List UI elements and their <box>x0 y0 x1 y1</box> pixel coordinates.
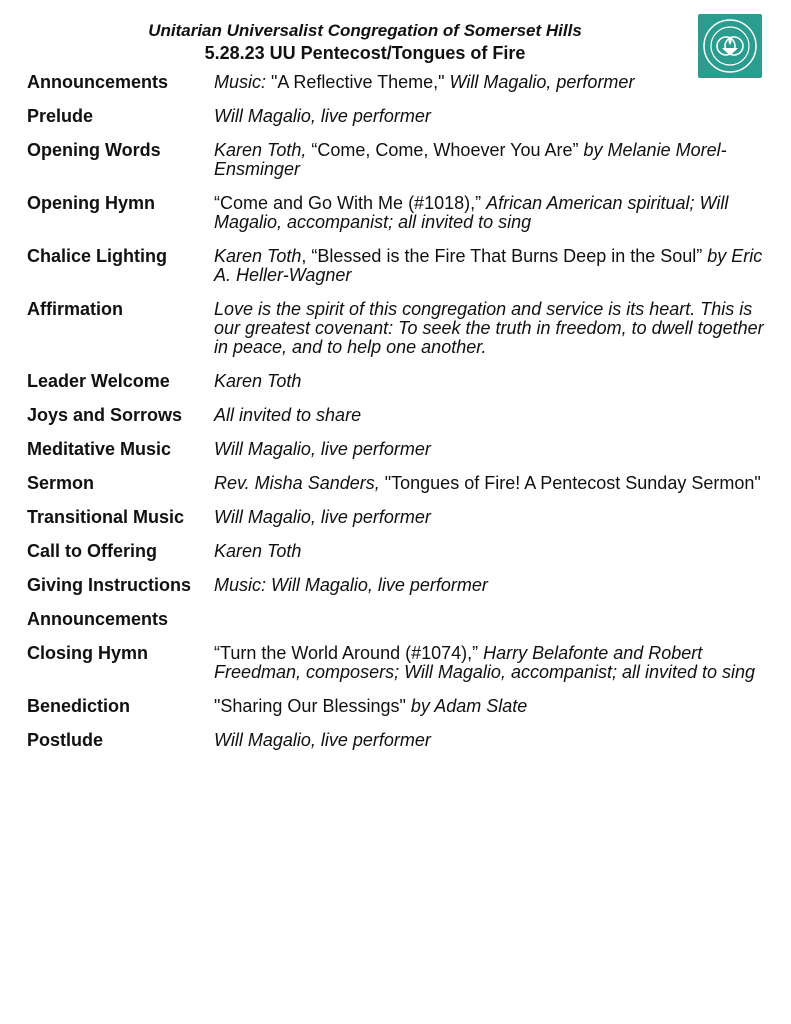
service-title: 5.28.23 UU Pentecost/Tongues of Fire <box>204 43 526 63</box>
service-part-label: Meditative Music <box>27 439 172 459</box>
detail-segment: Love is the spirit of this congregation and service is its heart. This is our greatest covenant: To seek the truth in freedom, to dwell together in peace, and to help one another. <box>214 299 764 357</box>
service-item <box>27 406 767 425</box>
detail-segment: African American spiritual; Will Magalio, accompanist; all invited to sing <box>214 193 729 232</box>
service-part-detail <box>214 697 767 716</box>
service-part-detail <box>214 474 767 493</box>
service-part-label: Opening Hymn <box>27 193 156 213</box>
service-part-detail <box>214 372 767 391</box>
detail-segment: Karen Toth <box>214 541 302 561</box>
service-part-label: Joys and Sorrows <box>27 405 183 425</box>
service-item <box>27 610 767 629</box>
service-item <box>27 474 767 493</box>
service-part-label: Benediction <box>27 696 131 716</box>
chalice-logo-icon <box>698 14 762 78</box>
detail-segment: Will Magalio, performer <box>449 72 635 92</box>
service-item <box>27 107 767 126</box>
detail-segment: Music: <box>214 72 267 92</box>
service-part-label: Opening Words <box>27 140 161 160</box>
service-part-detail <box>214 300 767 357</box>
detail-segment: Will Magalio, live performer <box>214 106 431 126</box>
detail-segment: Harry Belafonte and Robert Freedman, composers; Will Magalio, accompanist; all invited to sing <box>214 643 756 682</box>
service-item <box>27 508 767 527</box>
service-part-label: Prelude <box>27 106 94 126</box>
detail-segment: Will Magalio, live performer <box>214 507 431 527</box>
service-part-detail <box>214 542 767 561</box>
service-part-label: Chalice Lighting <box>27 246 168 266</box>
service-item <box>27 697 767 716</box>
service-part-detail <box>214 644 767 682</box>
service-item <box>27 141 767 179</box>
detail-segment: “Turn the World Around (#1074),” <box>214 643 484 663</box>
service-part-label: Closing Hymn <box>27 643 149 663</box>
service-part-label: Announcements <box>27 609 169 629</box>
service-item <box>27 644 767 682</box>
service-part-detail <box>214 610 767 629</box>
detail-segment: by Melanie Morel-Ensminger <box>214 140 727 179</box>
service-item <box>27 300 767 357</box>
service-part-label: Announcements <box>27 72 169 92</box>
document-header <box>0 20 730 64</box>
detail-segment: Will Magalio, live performer <box>214 730 431 750</box>
detail-segment: Karen Toth, <box>214 140 307 160</box>
detail-segment: Karen Toth <box>214 371 302 391</box>
service-part-detail <box>214 406 767 425</box>
detail-segment: Will Magalio, live performer <box>214 439 431 459</box>
service-item <box>27 73 767 92</box>
service-part-detail <box>214 731 767 750</box>
detail-segment: “Come and Go With Me (#1018),” <box>214 193 487 213</box>
service-item <box>27 542 767 561</box>
service-part-label: Transitional Music <box>27 507 185 527</box>
service-item <box>27 440 767 459</box>
detail-segment: Rev. Misha Sanders, <box>214 473 380 493</box>
congregation-name: Unitarian Universalist Congregation of Somerset Hills <box>148 21 582 40</box>
service-part-detail <box>214 73 767 92</box>
detail-segment: by Adam Slate <box>410 696 528 716</box>
service-part-detail <box>214 107 767 126</box>
detail-segment: "Tongues of Fire! A Pentecost Sunday Sermon" <box>379 473 761 493</box>
service-part-label: Postlude <box>27 730 104 750</box>
detail-segment: , “Blessed is the Fire That Burns Deep in the Soul” <box>301 246 708 266</box>
detail-segment: “Come, Come, Whoever You Are” <box>306 140 584 160</box>
service-item <box>27 731 767 750</box>
service-item <box>27 194 767 232</box>
service-part-detail <box>214 141 767 179</box>
detail-segment: by Eric A. Heller-Wagner <box>214 246 763 285</box>
service-part-label: Affirmation <box>27 299 123 319</box>
service-part-detail <box>214 576 767 595</box>
service-part-label: Giving Instructions <box>27 575 192 595</box>
detail-segment: Karen Toth <box>214 246 302 266</box>
service-part-label: Call to Offering <box>27 541 157 561</box>
service-item <box>27 247 767 285</box>
service-part-label: Sermon <box>27 473 95 493</box>
detail-segment: "A Reflective Theme," <box>266 72 450 92</box>
service-part-detail <box>214 194 767 232</box>
order-of-service <box>27 73 767 765</box>
service-part-detail <box>214 247 767 285</box>
service-item <box>27 372 767 391</box>
detail-segment: Music: Will Magalio, live performer <box>214 575 488 595</box>
service-part-label: Leader Welcome <box>27 371 170 391</box>
service-part-detail <box>214 508 767 527</box>
service-part-detail <box>214 440 767 459</box>
detail-segment: All invited to share <box>214 405 362 425</box>
detail-segment: "Sharing Our Blessings" <box>214 696 411 716</box>
service-item <box>27 576 767 595</box>
